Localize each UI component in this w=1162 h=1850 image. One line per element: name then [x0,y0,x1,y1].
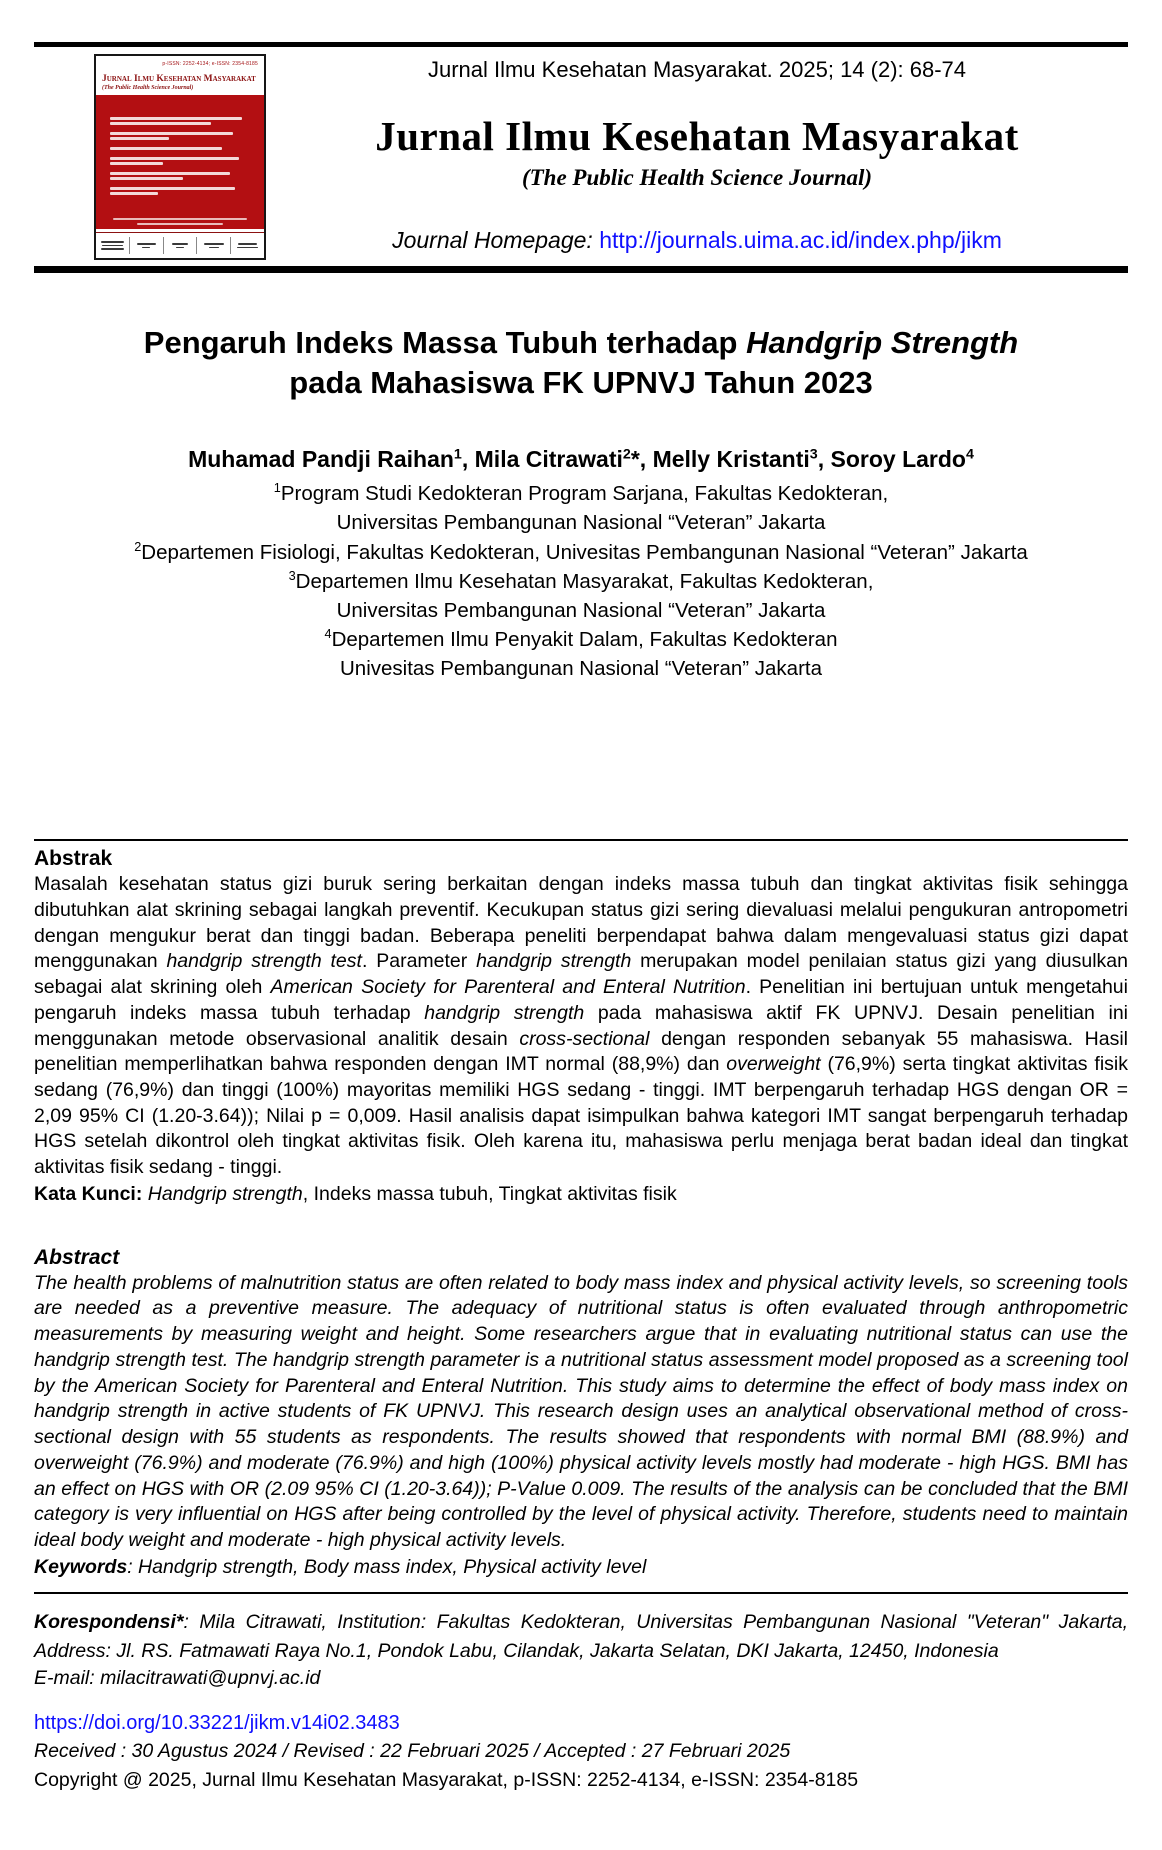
cover-table-cell [130,237,164,255]
journal-homepage-line [266,227,1128,254]
cover-table-cell [164,237,198,255]
cover-article-lines [110,132,250,142]
affiliation-line: Universitas Pembangunan Nasional “Veteran” Jakarta [336,598,826,622]
cover-article-list [96,111,264,229]
paper-title-line1: Pengaruh Indeks Massa Tubuh terhadap Handgrip Strength [143,325,1019,360]
journal-cover-thumbnail [94,54,266,260]
cover-article-lines [110,147,250,152]
cover-footnote-lines [110,218,250,227]
cover-table-cell [197,237,231,255]
correspondence-email: E-mail: milacitrawati@upnvj.ac.id [34,1667,321,1689]
abstract-paragraph: The health problems of malnutrition status are often related to body mass index and physical activity levels, so screening tools are needed as a preventive measure. The adequacy of nutritional status is often evaluated through anthropometric measurements by measuring weight and height. Some researchers argue that in evaluating nutritional status can use the handgrip strength test. The handgrip strength parameter is a nutritional status assessment model proposed as a screening tool by the American Society for Parenteral and Enteral Nutrition. This study aims to determine the effect of body mass index on handgrip strength in active students of FK UPNVJ. This research design uses an analytical observational method of cross-sectional design with 55 students as respondents. The results showed that respondents with normal BMI (88.9%) and overweight (76.9%) and moderate (76.9%) and high (100%) physical activity levels mostly had moderate - high HGS. BMI has an effect on HGS with OR (2.09 95% CI (1.20-3.64)); P-Value 0.009. The results of the analysis can be concluded that the BMI category is very influential on HGS after being controlled by the level of physical activity. Therefore, students need to maintain ideal body weight and moderate - high physical activity levels. [34,1271,1128,1551]
affiliation-line: $^4$Departemen Ilmu Penyakit Dalam, Fakultas Kedokteran [324,626,838,651]
cover-table-cell [231,237,264,255]
affiliation-line: Universitas Pembangunan Nasional “Veteran” Jakarta [336,511,826,535]
kata-kunci-line: Kata Kunci: Handgrip strength, Indeks massa tubuh, Tingkat aktivitas fisik [34,1182,677,1205]
abstrak-paragraph: Masalah kesehatan status gizi buruk sering berkaitan dengan indeks massa tubuh dan tingkat aktivitas fisik sehingga dibutuhkan alat skrining sebagai langkah preventif. Kecukupan status gizi sering dievaluasi melalui pengukuran antropometri dengan mengukur berat dan tinggi badan. Beberapa peneliti berpendapat bahwa dalam mengevaluasi status gizi dapat menggunakan handgrip strength test. Parameter handgrip strength merupakan model penilaian status gizi yang diusulkan sebagai alat skrining oleh American Society for Parenteral and Enteral Nutrition. Penelitian ini bertujuan untuk mengetahui pengaruh indeks massa tubuh terhadap handgrip strength pada mahasiswa aktif FK UPNVJ. Desain penelitian ini menggunakan metode observasional analitik desain cross-sectional dengan responden sebanyak 55 mahasiswa. Hasil penelitian memperlihatkan bahwa responden dengan IMT normal (88,9%) dan overweight (76,9%) serta tingkat aktivitas fisik sedang (76,9%) dan tinggi (100%) mayoritas memiliki HGS sedang - tinggi. IMT berpengaruh terhadap HGS dengan OR = 2,09 95% CI (1.20-3.64)); Nilai p = 0,009. Hasil analisis dapat isimpulkan bahwa kategori IMT sangat berpengaruh terhadap HGS setelah dikontrol oleh tingkat aktivitas fisik. Oleh karena itu, mahasiswa perlu menjaga berat badan ideal dan tingkat aktivitas fisik sedang - tinggi. [34,873,1129,1179]
cover-journal-title: Jurnal Ilmu Kesehatan Masyarakat [102,74,256,84]
cover-article-lines [110,157,250,167]
homepage-link[interactable]: http://journals.uima.ac.id/index.php/jikm [599,227,1002,253]
cover-article-lines [110,117,250,127]
affiliation-line: Univesitas Pembangunan Nasional “Veteran” Jakarta [339,657,823,680]
affiliation-line: $^3$Departemen Ilmu Kesehatan Masyarakat, Fakultas Kedokteran, [288,567,874,593]
doi-link[interactable]: https://doi.org/10.33221/jikm.v14i02.3483 [34,1711,400,1734]
received-revised-accepted-line: Received : 30 Agustus 2024 / Revised : 22 Februari 2025 / Accepted : 27 Februari 2025 [34,1739,791,1762]
cover-issn-text: p-ISSN: 2252-4134; e-ISSN: 2354-8185 [162,61,258,67]
correspondence-top-rule [34,1592,1128,1594]
cover-red-arch [96,95,264,111]
cover-journal-subtitle: (The Public Health Science Journal) [102,85,194,91]
paper-title [44,323,1118,402]
correspondence-paragraph: Korespondensi*: Mila Citrawati, Institution: Fakultas Kedokteran, Universitas Pembangunan Nasional "Veteran" Jakarta, Address: Jl. RS. Fatmawati Raya No.1, Pondok Labu, Cilandak, Jakarta Selatan, DKI Jakarta, 12450, Indonesia [34,1611,1128,1662]
cover-article-lines [110,187,250,197]
affiliation-line: $^2$Departemen Fisiologi, Fakultas Kedokteran, Univesitas Pembangunan Nasional “Veteran” Jakarta [134,538,1028,564]
abstrak-heading: Abstrak [34,847,113,871]
journal-title: Jurnal Ilmu Kesehatan Masyarakat [375,113,1019,159]
homepage-label: Journal Homepage: [392,227,593,253]
journal-header-text [266,54,1128,254]
journal-subtitle: (The Public Health Science Journal) [521,165,873,190]
affiliation-line: $^1$Program Studi Kedokteran Program Sarjana, Fakultas Kedokteran, [273,480,889,506]
keywords-line: Keywords: Handgrip strength, Body mass index, Physical activity level [34,1555,647,1578]
abstrak-top-rule [34,839,1128,841]
journal-header [34,54,1128,260]
abstract-heading: Abstract [34,1245,120,1269]
cover-top-band [96,56,264,91]
cover-bottom-table [96,232,264,258]
paper-title-line2: pada Mahasiswa FK UPNVJ Tahun 2023 [289,364,873,400]
top-rule [34,42,1128,47]
author-list: Muhamad Pandji Raihan$^1$, Mila Citrawati$^2$*, Melly Kristanti$^3$, Soroy Lardo$^4$ [188,446,974,473]
cover-table-cell [96,237,130,255]
cover-article-lines [110,172,250,182]
copyright-line: Copyright @ 2025, Jurnal Ilmu Kesehatan Masyarakat, p-ISSN: 2252-4134, e-ISSN: 2354-8185 [34,1769,859,1792]
journal-citation: Jurnal Ilmu Kesehatan Masyarakat. 2025; 14 (2): 68-74 [427,57,967,82]
header-bottom-rule [34,266,1128,273]
affiliations [34,479,1128,683]
